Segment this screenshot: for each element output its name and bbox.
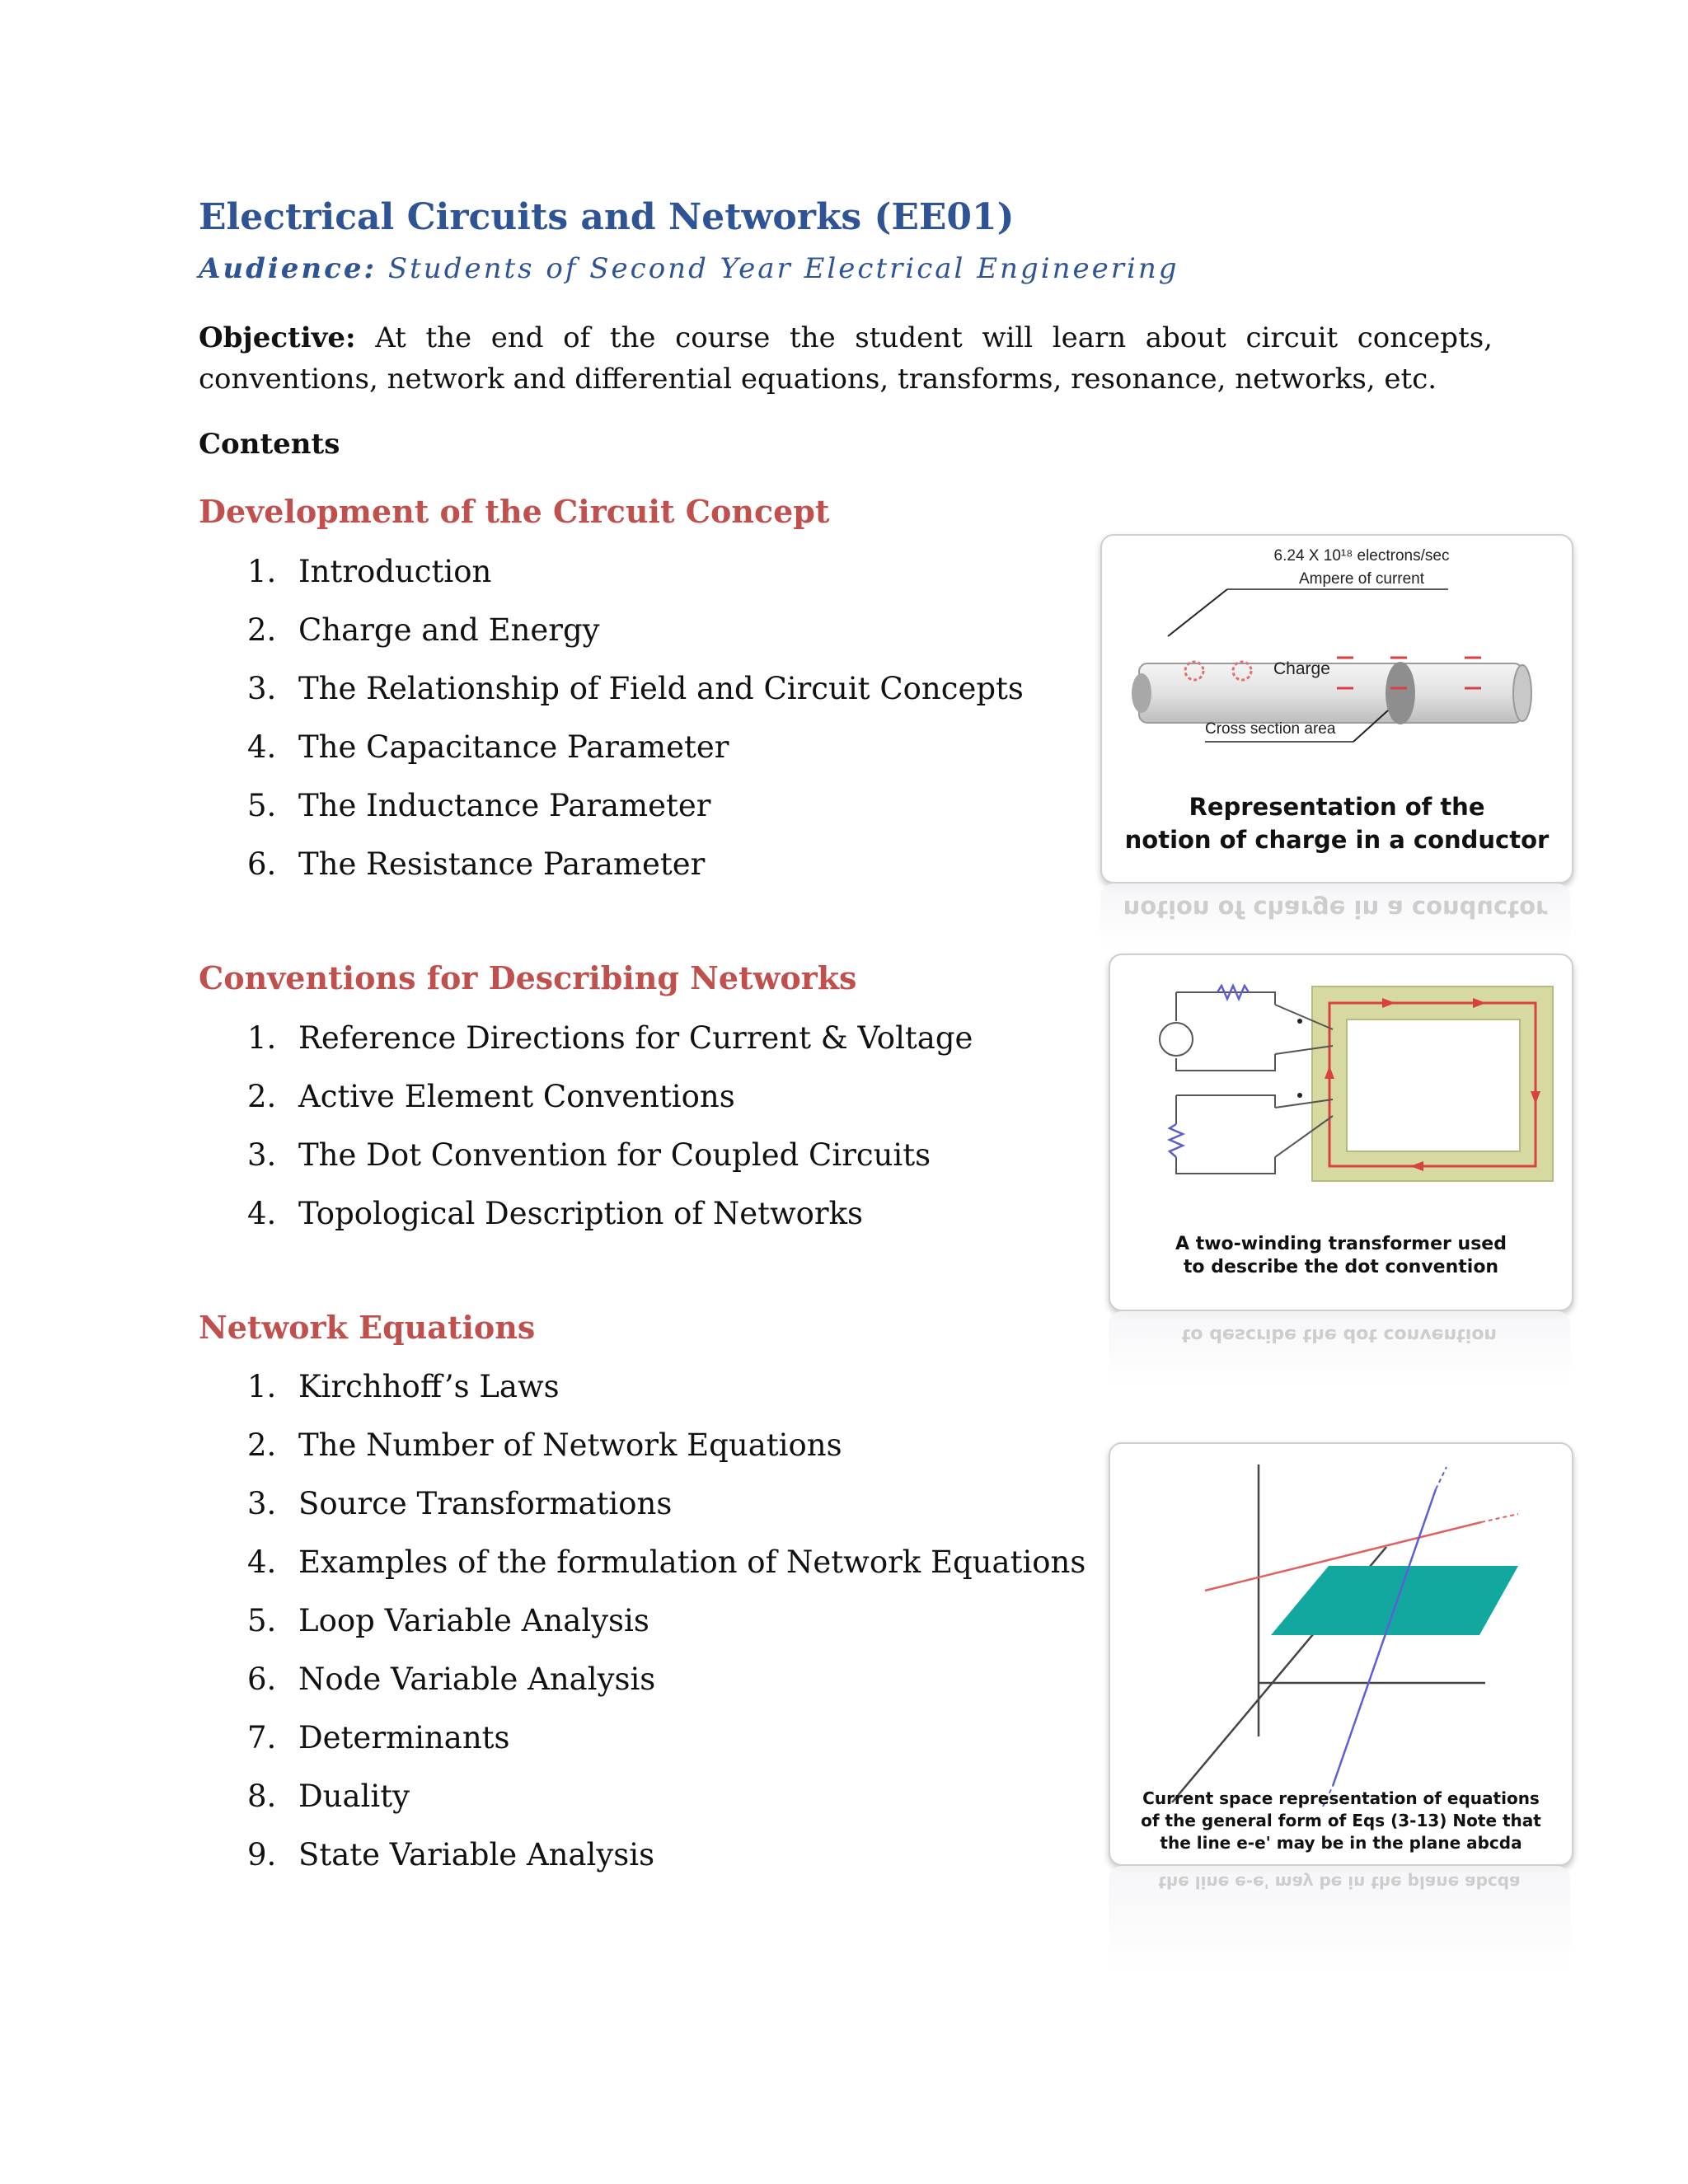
caption-line: Current space representation of equations — [1142, 1788, 1540, 1808]
charge-label: Charge — [1273, 659, 1330, 678]
reflection-text: the line e-e' may be in the plane abcda — [1158, 1872, 1521, 1892]
reflection-text: notion of charge in a conductor — [1123, 895, 1548, 923]
item-text: Introduction — [298, 554, 492, 589]
item-number: 5. — [247, 1603, 277, 1638]
item-number: 3. — [247, 671, 277, 706]
item-number: 3. — [247, 1486, 277, 1521]
objective-label: Objective: — [199, 321, 356, 354]
item-text: Duality — [298, 1779, 410, 1814]
item-text: Loop Variable Analysis — [298, 1603, 649, 1638]
figure-conductor — [1100, 534, 1573, 883]
item-text: State Variable Analysis — [298, 1837, 655, 1872]
item-text: The Relationship of Field and Circuit Concepts — [298, 671, 1024, 706]
audience-line — [199, 252, 1179, 285]
item-text: Node Variable Analysis — [298, 1661, 656, 1697]
objective-text: At the end of the course the student will learn about circuit concepts, conventions, network and differential equations, transforms, resonance, networks, etc. — [199, 321, 1493, 396]
item-number: 6. — [247, 846, 277, 882]
item-number: 4. — [247, 729, 277, 765]
item-text: The Resistance Parameter — [298, 846, 706, 882]
caption-line: the line e-e' may be in the plane abcda — [1160, 1833, 1522, 1853]
item-text: Kirchhoff’s Laws — [298, 1369, 560, 1404]
reflection-text: to describe the dot convention — [1181, 1324, 1498, 1345]
item-number: 4. — [247, 1544, 277, 1580]
dot-marker — [1297, 1019, 1302, 1024]
item-number: 1. — [247, 1020, 277, 1056]
item-number: 2. — [247, 1427, 277, 1463]
item-number: 7. — [247, 1720, 277, 1755]
section-heading-circuit-concept: Development of the Circuit Concept — [199, 493, 830, 530]
resistor-r2 — [1170, 1124, 1183, 1157]
caption-line: A two-winding transformer used — [1175, 1234, 1507, 1254]
section-heading-conventions: Conventions for Describing Networks — [199, 959, 857, 996]
figure-reflection — [1100, 883, 1570, 949]
item-number: 5. — [247, 788, 277, 823]
conductor-right-end — [1513, 665, 1531, 721]
item-number: 2. — [247, 1079, 277, 1114]
line-f-f — [1333, 1489, 1436, 1786]
cross-section-disk — [1386, 662, 1415, 724]
item-text: Reference Directions for Current & Voltage — [298, 1020, 973, 1056]
secondary-circuit — [1176, 1095, 1333, 1174]
figure-transformer — [1109, 954, 1573, 1311]
item-number: 1. — [247, 554, 277, 589]
course-title: Electrical Circuits and Networks (EE01) — [199, 196, 1015, 238]
audience-text: Students of Second Year Electrical Engineering — [387, 252, 1179, 285]
item-text: Source Transformations — [298, 1486, 673, 1521]
core-window — [1347, 1019, 1520, 1151]
item-text: The Number of Network Equations — [298, 1427, 842, 1463]
figure-current-space — [1109, 1442, 1573, 1866]
primary-circuit — [1176, 992, 1333, 1071]
item-text: Determinants — [298, 1720, 510, 1755]
caption-line: of the general form of Eqs (3-13) Note that — [1141, 1811, 1541, 1830]
item-number: 1. — [247, 1369, 277, 1404]
conductor-left-end — [1132, 673, 1151, 713]
item-text: Active Element Conventions — [298, 1079, 735, 1114]
item-number: 4. — [247, 1196, 277, 1231]
figure-reflection — [1109, 1866, 1570, 1973]
caption-line: notion of charge in a conductor — [1124, 826, 1550, 854]
voltage-source — [1160, 1023, 1193, 1056]
audience-label: Audience: — [199, 252, 377, 285]
item-number: 9. — [247, 1837, 277, 1872]
caption-line: to describe the dot convention — [1183, 1257, 1499, 1277]
caption-line: Representation of the — [1189, 793, 1485, 821]
item-text: The Capacitance Parameter — [298, 729, 729, 765]
item-text: The Dot Convention for Coupled Circuits — [298, 1137, 931, 1173]
objective-paragraph — [199, 317, 1493, 400]
line-e-e-extension — [1481, 1514, 1518, 1522]
item-number: 8. — [247, 1779, 277, 1814]
ampere-label: Ampere of current — [1298, 570, 1425, 588]
item-text: The Inductance Parameter — [298, 788, 711, 823]
section-heading-network-equations: Network Equations — [199, 1309, 536, 1346]
contents-label: Contents — [199, 428, 340, 461]
item-number: 2. — [247, 612, 277, 648]
item-number: 3. — [247, 1137, 277, 1173]
electrons-rate-label: 6.24 X 10¹⁸ electrons/sec — [1273, 547, 1450, 565]
cross-section-label: Cross section area — [1205, 720, 1336, 738]
conductor-pipe — [1139, 663, 1522, 723]
item-text: Charge and Energy — [298, 612, 600, 648]
line-f-f-extension — [1436, 1467, 1447, 1489]
dot-marker — [1297, 1093, 1302, 1098]
item-text: Topological Description of Networks — [298, 1196, 864, 1231]
item-number: 6. — [247, 1661, 277, 1697]
plane-abcda — [1271, 1566, 1518, 1635]
item-text: Examples of the formulation of Network Equations — [298, 1544, 1086, 1580]
figure-reflection — [1109, 1311, 1570, 1385]
pointer-line — [1168, 589, 1227, 636]
